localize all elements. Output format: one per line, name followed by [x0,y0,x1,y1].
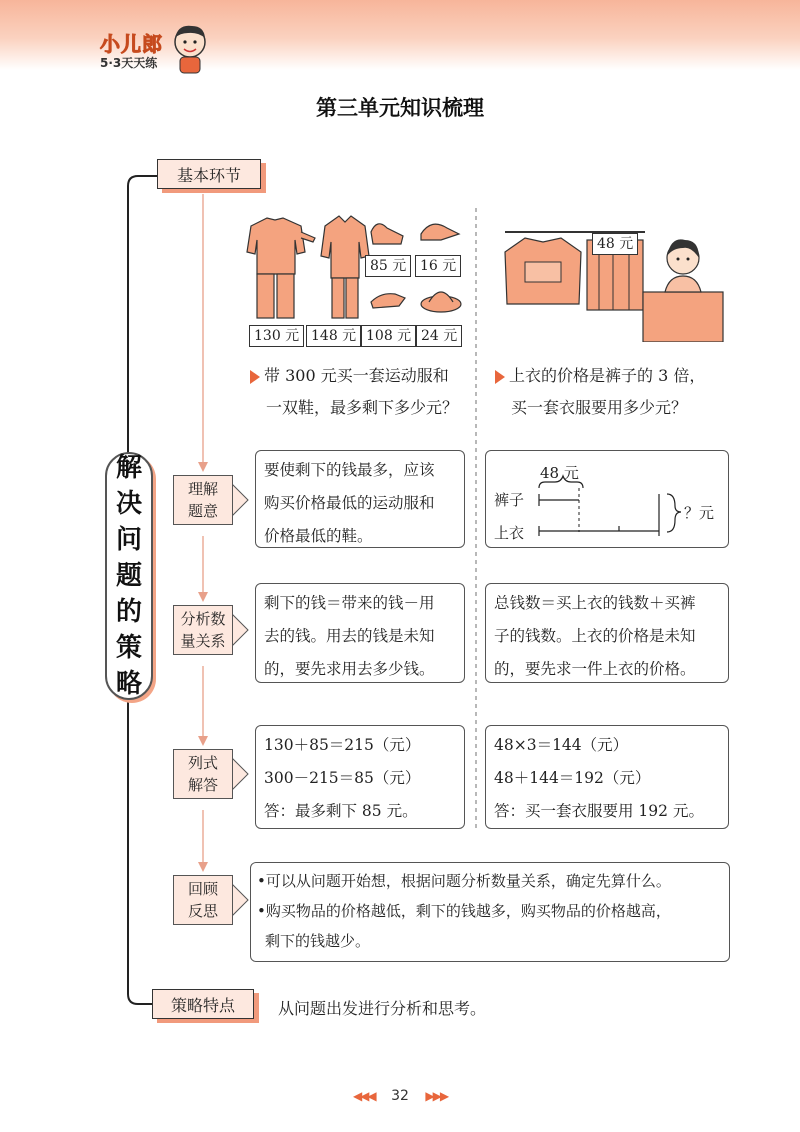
left-understand-box [255,450,465,548]
step-review-line: 反思 [187,902,218,920]
logo-text: 小儿郎 [100,32,163,56]
right-question [495,360,705,424]
step-review-line: 回顾 [187,880,218,898]
logo-subtitle: 5·3天天练 [100,56,158,70]
box-line: 48＋144＝192（元） [494,769,651,787]
review-line: 剩下的钱越少。 [265,932,371,950]
box-line: 答：最多剩下 85 元。 [264,802,418,820]
step-solve-line: 列式 [187,754,218,772]
main-title-char: 决 [115,489,142,519]
step-analyze-line: 分析数 [180,610,226,628]
step-understand-line: 理解 [187,480,218,498]
main-title-char: 解 [115,453,142,483]
box-line: 300－215＝85（元） [264,769,421,787]
price-tag: 148 元 [306,325,361,347]
step-solve-line: 解答 [187,776,218,794]
box-line: 子的钱数。上衣的价格是未知 [494,627,696,645]
diagram-row1-label: 裤子 [494,491,525,509]
box-line: 48×3＝144（元） [494,736,629,754]
review-box [250,862,730,962]
price-tag: 16 元 [415,255,461,277]
price-tag: 108 元 [361,325,416,347]
price-tag: 85 元 [365,255,411,277]
box-line: 总钱数＝买上衣的钱数＋买裤 [494,594,696,612]
box-line: 要使剩下的钱最多，应该 [264,461,435,479]
left-analyze-box [255,583,465,683]
box-line: 130＋85＝215（元） [264,736,421,754]
step-understand [173,475,233,525]
question-line: 一双鞋，最多剩下多少元？ [266,398,459,417]
question-line: 买一套衣服要用多少元？ [511,398,688,417]
question-line: 带 300 元买一套运动服和 [264,366,449,385]
page-number: 32 [391,1088,409,1104]
right-solve-box [485,725,729,829]
box-line: 剩下的钱＝带来的钱－用 [264,594,435,612]
box-line: 的，要先求用去多少钱。 [264,660,435,678]
price-tag: 130 元 [249,325,304,347]
left-question [250,360,458,424]
review-line: •可以从问题开始想，根据问题分析数量关系，确定先算什么。 [257,872,671,890]
review-line: •购买物品的价格越低，剩下的钱越多，购买物品的价格越高， [257,902,671,920]
tag-strategy-feature: 策略特点 [152,989,254,1019]
main-title-char: 略 [115,669,142,699]
diagram-row2-label: 上衣 [494,524,525,542]
left-solve-box [255,725,465,829]
step-understand-line: 题意 [187,502,218,520]
box-line: 去的钱。用去的钱是未知 [264,627,435,645]
triangle-bullet-icon [250,370,260,384]
diagram-total-label: ？元 [684,504,715,522]
step-review [173,875,233,925]
step-analyze [173,605,233,655]
step-analyze-line: 量关系 [180,632,226,650]
prev-arrows-icon: ◀◀◀ [352,1089,375,1103]
step-solve [173,749,233,799]
diagram-top-label: 48 元 [540,464,579,482]
triangle-bullet-icon [495,370,505,384]
box-line: 购买价格最低的运动服和 [264,494,435,512]
box-line: 的，要先求一件上衣的价格。 [494,660,696,678]
price-tag: 24 元 [416,325,462,347]
main-title-char: 题 [115,561,142,591]
shop-illustration [495,212,727,342]
main-title-char: 的 [115,597,142,627]
box-line: 答：买一套衣服要用 192 元。 [494,802,704,820]
box-line: 价格最低的鞋。 [264,527,373,545]
price-tag: 48 元 [592,233,638,255]
question-line: 上衣的价格是裤子的 3 倍， [509,366,706,385]
next-arrows-icon: ▶▶▶ [425,1089,448,1103]
page-title: 第三单元知识梳理 [316,96,484,120]
page-footer [0,1088,800,1104]
right-analyze-box [485,583,729,683]
strategy-feature-text: 从问题出发进行分析和思考。 [278,999,487,1018]
main-title-char: 策 [115,633,142,663]
main-title-char: 问 [115,525,142,555]
tag-basic-steps: 基本环节 [157,159,261,189]
